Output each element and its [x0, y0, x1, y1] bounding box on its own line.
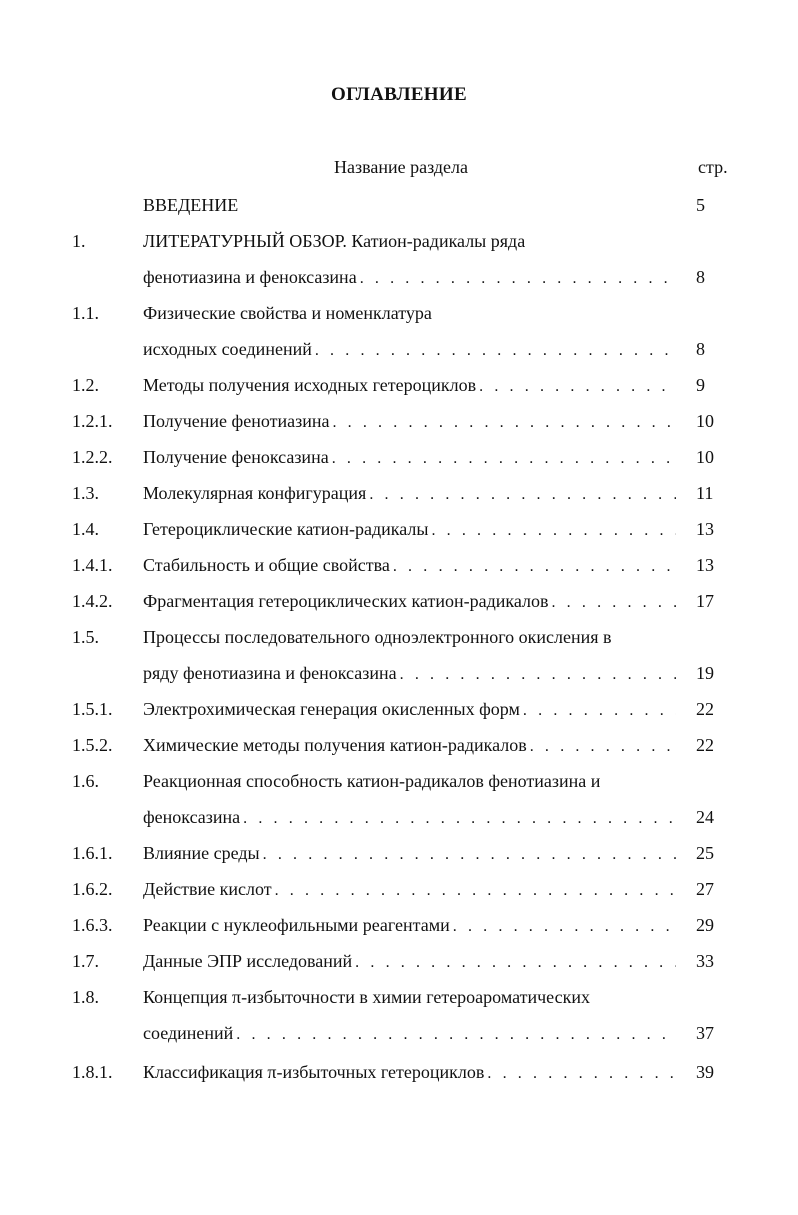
section-title: ВВЕДЕНИЕ [143, 195, 239, 215]
section-title: Данные ЭПР исследований [143, 951, 353, 971]
page-number: 13 [696, 555, 714, 575]
dot-leader [243, 806, 676, 832]
dot-leader [551, 590, 676, 616]
toc-line [0, 984, 798, 1010]
page-number: 33 [696, 951, 714, 971]
page-number: 10 [696, 447, 714, 467]
section-title: Концепция π-избыточности в химии гетероароматических [143, 987, 590, 1007]
toc-line [0, 264, 798, 290]
section-title: феноксазина [143, 807, 241, 827]
toc-line [0, 696, 798, 722]
toc-line [0, 552, 798, 578]
page-title: ОГЛАВЛЕНИЕ [331, 84, 467, 105]
toc-line [0, 516, 798, 542]
section-number: 1.8.1. [72, 1062, 113, 1082]
section-title: ЛИТЕРАТУРНЫЙ ОБЗОР. Катион-радикалы ряда [143, 231, 526, 251]
dot-leader [332, 446, 676, 472]
section-title: Процессы последовательного одноэлектронного окисления в [143, 627, 612, 647]
page-number: 29 [696, 915, 714, 935]
page-number: 8 [696, 339, 705, 359]
section-number: 1.6.1. [72, 843, 113, 863]
section-number: 1.2.1. [72, 411, 113, 431]
toc-line [0, 804, 798, 830]
page-number: 24 [696, 807, 714, 827]
dot-leader [431, 518, 676, 544]
toc-line [0, 660, 798, 686]
section-title: Классификация π-избыточных гетероциклов [143, 1062, 485, 1082]
section-title: Электрохимическая генерация окисленных форм [143, 699, 520, 719]
section-number: 1.7. [72, 951, 99, 971]
page-number: 9 [696, 375, 705, 395]
page-number: 8 [696, 267, 705, 287]
page-number: 22 [696, 735, 714, 755]
section-number: 1. [72, 231, 86, 251]
section-number: 1.6.2. [72, 879, 113, 899]
dot-leader [369, 482, 676, 508]
page-number: 10 [696, 411, 714, 431]
toc-line [0, 300, 798, 326]
section-number: 1.2. [72, 375, 99, 395]
toc-line [0, 192, 798, 218]
page-number: 11 [696, 483, 714, 503]
section-number: 1.5.1. [72, 699, 113, 719]
section-title: Химические методы получения катион-радикалов [143, 735, 527, 755]
page-number: 25 [696, 843, 714, 863]
toc-line [0, 336, 798, 362]
section-number: 1.4.1. [72, 555, 113, 575]
page-number: 37 [696, 1023, 714, 1043]
toc-header [0, 157, 798, 181]
toc-line [0, 768, 798, 794]
section-title: ряду фенотиазина и феноксазина [143, 663, 397, 683]
page-number: 39 [696, 1062, 714, 1082]
dot-leader [400, 662, 676, 688]
section-title: Получение фенотиазина [143, 411, 330, 431]
toc-line [0, 624, 798, 650]
section-title: Реакционная способность катион-радикалов фенотиазина и [143, 771, 601, 791]
toc-line [0, 912, 798, 938]
section-number: 1.2.2. [72, 447, 113, 467]
dot-leader [315, 338, 676, 364]
section-title: Влияние среды [143, 843, 260, 863]
toc-line [0, 588, 798, 614]
toc-line [0, 948, 798, 974]
dot-leader [332, 410, 676, 436]
page-number: 5 [696, 195, 705, 215]
dot-leader [236, 1022, 676, 1048]
page-number: 17 [696, 591, 714, 611]
page-number: 13 [696, 519, 714, 539]
dot-leader [523, 698, 676, 724]
section-title: Реакции с нуклеофильными реагентами [143, 915, 450, 935]
section-number: 1.5. [72, 627, 99, 647]
dot-leader [263, 842, 676, 868]
page-number: 27 [696, 879, 714, 899]
toc-line [0, 372, 798, 398]
section-number: 1.4. [72, 519, 99, 539]
section-title: Гетероциклические катион-радикалы [143, 519, 429, 539]
dot-leader [360, 266, 676, 292]
page-column-header: стр. [698, 157, 728, 177]
section-title: Стабильность и общие свойства [143, 555, 390, 575]
section-number: 1.3. [72, 483, 99, 503]
dot-leader [479, 374, 676, 400]
section-title: Методы получения исходных гетероциклов [143, 375, 477, 395]
dot-leader [487, 1061, 676, 1087]
section-number: 1.6.3. [72, 915, 113, 935]
section-title: Действие кислот [143, 879, 272, 899]
toc-line [0, 444, 798, 470]
toc-line [0, 408, 798, 434]
dot-leader [453, 914, 676, 940]
page-number: 22 [696, 699, 714, 719]
section-number: 1.4.2. [72, 591, 113, 611]
dot-leader [530, 734, 676, 760]
section-title: соединений [143, 1023, 234, 1043]
toc-line [0, 840, 798, 866]
toc-line [0, 228, 798, 254]
section-title: исходных соединений [143, 339, 312, 359]
section-number: 1.1. [72, 303, 99, 323]
section-title: Получение феноксазина [143, 447, 329, 467]
section-title: Фрагментация гетероциклических катион-радикалов [143, 591, 549, 611]
dot-leader [355, 950, 676, 976]
section-column-header: Название раздела [334, 157, 468, 177]
toc-line [0, 1020, 798, 1046]
dot-leader [275, 878, 676, 904]
section-title: фенотиазина и феноксазина [143, 267, 357, 287]
toc-line [0, 732, 798, 758]
section-title: Физические свойства и номенклатура [143, 303, 432, 323]
section-title: Молекулярная конфигурация [143, 483, 367, 503]
toc-line [0, 1059, 798, 1085]
toc-line [0, 876, 798, 902]
toc-line [0, 480, 798, 506]
section-number: 1.6. [72, 771, 99, 791]
dot-leader [393, 554, 676, 580]
section-number: 1.5.2. [72, 735, 113, 755]
section-number: 1.8. [72, 987, 99, 1007]
page-number: 19 [696, 663, 714, 683]
